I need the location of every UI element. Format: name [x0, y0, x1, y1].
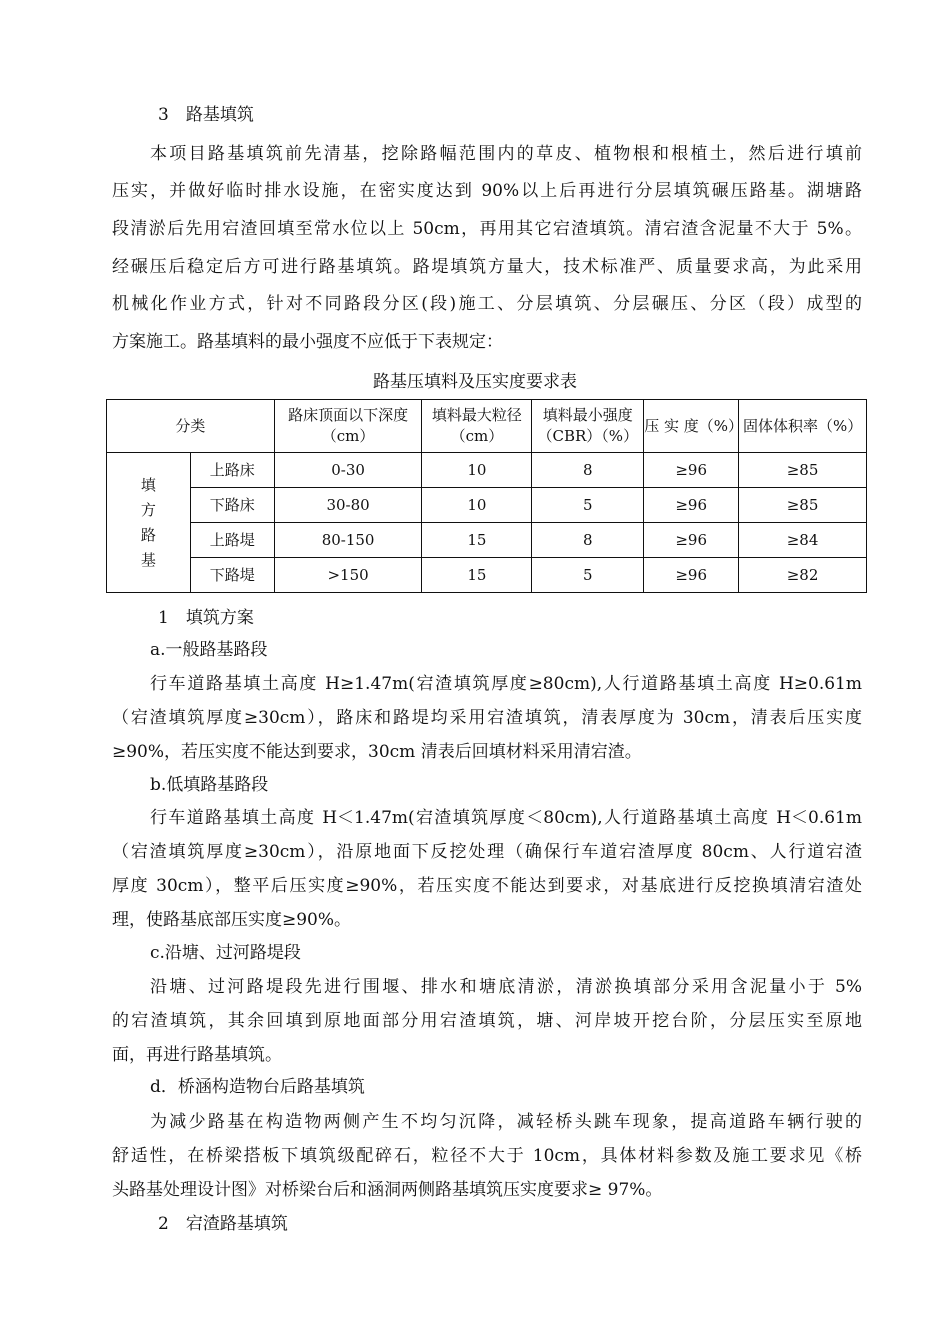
row-compaction: ≥96	[644, 523, 739, 558]
paragraph-line: 为减少路基在构造物两侧产生不均匀沉降，减轻桥头跳车现象，提高道路车辆行驶的	[150, 1112, 862, 1132]
row-name: 下路堤	[190, 558, 274, 593]
table-row	[107, 523, 867, 558]
paragraph-line: ≥90%，若压实度不能达到要求，30cm 清表后回填材料采用清宕渣。	[112, 742, 642, 762]
paragraph-line: （宕渣填筑厚度≥30cm），沿原地面下反挖处理（确保行车道宕渣厚度 80cm、人行道宕渣	[112, 842, 862, 862]
row-compaction: ≥96	[644, 453, 739, 488]
row-name: 上路堤	[190, 523, 274, 558]
subsection-title: d．桥涵构造物台后路基填筑	[150, 1077, 365, 1097]
row-compaction: ≥96	[644, 488, 739, 523]
paragraph-line: 方案施工。路基填料的最小强度不应低于下表规定：	[112, 332, 503, 352]
paragraph-line: 经碾压后稳定后方可进行路基填筑。路堤填筑方量大，技术标准严、质量要求高，为此采用	[112, 257, 862, 277]
paragraph-line: 头路基处理设计图》对桥梁台后和涵洞两侧路基填筑压实度要求≥ 97%。	[112, 1180, 663, 1200]
row-depth: 0-30	[274, 453, 422, 488]
subsection-title: c.沿塘、过河路堤段	[150, 943, 301, 963]
subsection-title: b.低填路基路段	[150, 775, 269, 795]
fill-requirements-table	[106, 399, 867, 593]
row-max-size: 15	[422, 558, 532, 593]
row-depth: 30-80	[274, 488, 422, 523]
row-solid: ≥82	[739, 558, 867, 593]
row-cbr: 8	[532, 523, 644, 558]
header-category: 分类	[107, 400, 275, 453]
table-row	[107, 453, 867, 488]
row-solid: ≥85	[739, 453, 867, 488]
paragraph-line: 沿塘、过河路堤段先进行围堰、排水和塘底清淤，清淤换填部分采用含泥量小于 5%	[150, 977, 862, 997]
row-cbr: 5	[532, 558, 644, 593]
paragraph-line: 面，再进行路基填筑。	[112, 1045, 282, 1065]
table-row	[107, 488, 867, 523]
paragraph-line: 的宕渣填筑，其余回填到原地面部分用宕渣填筑，塘、河岸坡开挖台阶，分层压实至原地	[112, 1011, 862, 1031]
row-max-size: 15	[422, 523, 532, 558]
header-compaction: 压 实 度（%）	[644, 400, 739, 453]
plan-heading: 1 填筑方案	[158, 608, 254, 628]
paragraph-line: 行车道路基填土高度 H＜1.47m(宕渣填筑厚度＜80cm),人行道路基填土高度 H＜0.61m	[150, 808, 862, 828]
header-max-size: 填料最大粒径（cm）	[422, 400, 532, 453]
row-solid: ≥84	[739, 523, 867, 558]
row-cbr: 5	[532, 488, 644, 523]
header-depth: 路床顶面以下深度（cm）	[274, 400, 422, 453]
group-label: 填方路基	[140, 475, 156, 569]
section-heading: 3 路基填筑	[158, 105, 254, 125]
table-header-row	[107, 400, 867, 453]
subsection-title: a.一般路基路段	[150, 640, 268, 660]
section-heading: 2 宕渣路基填筑	[158, 1214, 288, 1234]
paragraph-line: 理，使路基底部压实度≥90%。	[112, 910, 352, 930]
row-name: 上路床	[190, 453, 274, 488]
row-cbr: 8	[532, 453, 644, 488]
paragraph-line: 厚度 30cm），整平后压实度≥90%，若压实度不能达到要求，对基底进行反挖换填清宕渣处	[112, 876, 862, 896]
row-depth: >150	[274, 558, 422, 593]
row-name: 下路床	[190, 488, 274, 523]
group-label-cell	[107, 453, 191, 593]
paragraph-line: 机械化作业方式，针对不同路段分区(段)施工、分层填筑、分层碾压、分区（段）成型的	[112, 294, 862, 314]
paragraph-line: 压实，并做好临时排水设施，在密实度达到 90%以上后再进行分层填筑碾压路基。湖塘路	[112, 181, 862, 201]
header-solid-volume: 固体体积率（%）	[739, 400, 867, 453]
paragraph-line: 行车道路基填土高度 H≥1.47m(宕渣填筑厚度≥80cm),人行道路基填土高度 H≥0.61m	[150, 674, 862, 694]
table-caption: 路基压填料及压实度要求表	[373, 372, 577, 392]
paragraph-line: （宕渣填筑厚度≥30cm），路床和路堤均采用宕渣填筑，清表厚度为 30cm，清表后压实度	[112, 708, 862, 728]
row-compaction: ≥96	[644, 558, 739, 593]
paragraph-line: 本项目路基填筑前先清基，挖除路幅范围内的草皮、植物根和根植土，然后进行填前	[150, 144, 862, 164]
row-max-size: 10	[422, 488, 532, 523]
table-row	[107, 558, 867, 593]
paragraph-line: 舒适性，在桥梁搭板下填筑级配碎石，粒径不大于 10cm，具体材料参数及施工要求见《桥	[112, 1146, 862, 1166]
header-min-strength: 填料最小强度（CBR）（%）	[532, 400, 644, 453]
paragraph-line: 段清淤后先用宕渣回填至常水位以上 50cm，再用其它宕渣填筑。清宕渣含泥量不大于 5%。	[112, 219, 862, 239]
row-max-size: 10	[422, 453, 532, 488]
row-depth: 80-150	[274, 523, 422, 558]
row-solid: ≥85	[739, 488, 867, 523]
